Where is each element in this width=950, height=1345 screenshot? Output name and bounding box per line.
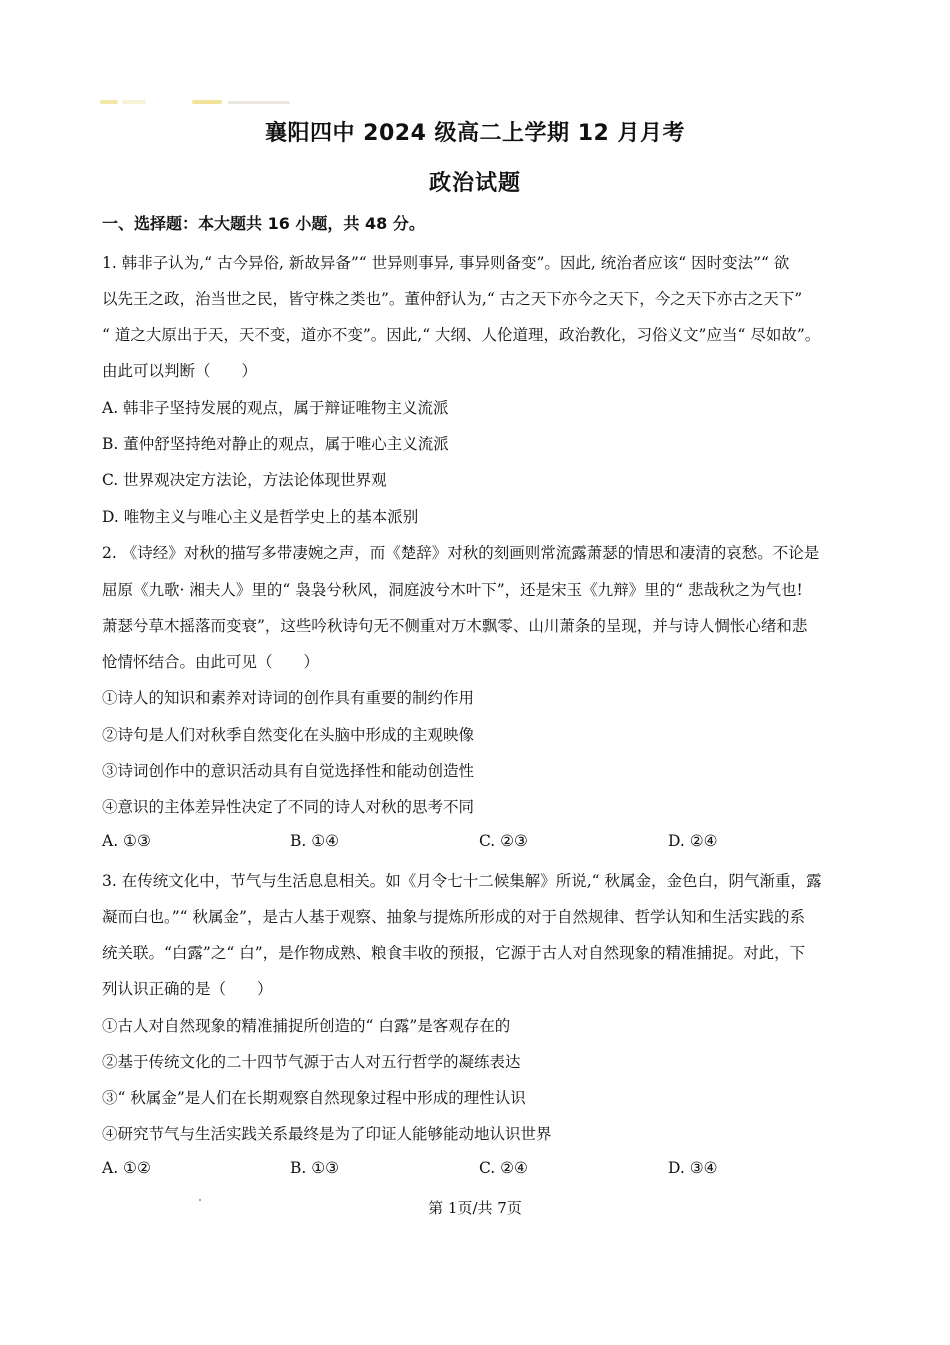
q1-option-a: A. 韩非子坚持发展的观点，属于辩证唯物主义流派: [102, 399, 449, 417]
q1-option-c: C. 世界观决定方法论，方法论体现世界观: [102, 471, 387, 489]
q2-line-4: 怆情怀结合。由此可见（ ）: [102, 653, 320, 671]
q1-line-1: 1. 韩非子认为,“ 古今异俗, 新故异备”“ 世异则事异, 事异则备变”。因此, 统治者应该“ 因时变法”“ 欲: [102, 254, 790, 272]
q1-line-4: 由此可以判断（ ）: [102, 362, 258, 380]
section-heading: 一、选择题：本大题共 16 小题，共 48 分。: [102, 214, 425, 233]
exam-title: 襄阳四中 2024 级高二上学期 12 月月考: [265, 121, 685, 146]
q3-line-2: 凝而白也。”“ 秋属金”，是古人基于观察、抽象与提炼所形成的对于自然规律、哲学认知和生活实践的系: [102, 908, 805, 926]
q3-statement-4: ④研究节气与生活实践关系最终是为了印证人能够能动地认识世界: [102, 1125, 552, 1143]
q3-line-1: 3. 在传统文化中，节气与生活息息相关。如《月令七十二候集解》所说,“ 秋属金，金色白，阴气渐重，露: [102, 872, 822, 890]
q3-statement-3: ③“ 秋属金”是人们在长期观察自然现象过程中形成的理性认识: [102, 1089, 526, 1107]
scan-smudge: [100, 100, 295, 106]
q2-option-c: C. ②③: [479, 832, 528, 850]
q2-option-d: D. ②④: [668, 832, 718, 850]
q1-option-d: D. 唯物主义与唯心主义是哲学史上的基本派别: [102, 508, 419, 526]
q2-line-1: 2. 《诗经》对秋的描写多带凄婉之声，而《楚辞》对秋的刻画则常流露萧瑟的情思和凄清的哀愁。不论是: [102, 544, 820, 562]
q1-line-3: “ 道之大原出于天，天不变，道亦不变”。因此,“ 大纲、人伦道理，政治教化，习俗义文”应当“ 尽如故”。: [102, 326, 821, 344]
q2-line-3: 萧瑟兮草木摇落而变衰”，这些吟秋诗句无不侧重对万木飘零、山川萧条的呈现，并与诗人惆怅心绪和悲: [102, 617, 808, 635]
q1-option-b: B. 董仲舒坚持绝对静止的观点，属于唯心主义流派: [102, 435, 449, 453]
q3-options: [102, 1159, 862, 1183]
q3-option-d: D. ③④: [668, 1159, 718, 1177]
page-footer: 第 1页/共 7页: [428, 1199, 522, 1217]
q2-statement-3: ③诗词创作中的意识活动具有自觉选择性和能动创造性: [102, 762, 475, 780]
exam-subject: 政治试题: [428, 171, 521, 196]
q3-statement-2: ②基于传统文化的二十四节气源于古人对五行哲学的凝练表达: [102, 1053, 521, 1071]
q3-option-c: C. ②④: [479, 1159, 528, 1177]
q1-line-2: 以先王之政，治当世之民，皆守株之类也”。董仲舒认为,“ 古之天下亦今之天下，今之天下亦古之天下”: [102, 290, 803, 308]
q2-option-a: A. ①③: [102, 832, 151, 850]
q2-options: [102, 832, 862, 856]
q3-statement-1: ①古人对自然现象的精准捕捉所创造的“ 白露”是客观存在的: [102, 1017, 511, 1035]
q3-line-3: 统关联。“白露”之“ 白”，是作物成熟、粮食丰收的预报，它源于古人对自然现象的精准捕捉。对此，下: [102, 944, 806, 962]
q2-statement-2: ②诗句是人们对秋季自然变化在头脑中形成的主观映像: [102, 726, 475, 744]
q3-option-a: A. ①②: [102, 1159, 151, 1177]
q3-option-b: B. ①③: [290, 1159, 340, 1177]
q2-statement-4: ④意识的主体差异性决定了不同的诗人对秋的思考不同: [102, 798, 475, 816]
q2-option-b: B. ①④: [290, 832, 340, 850]
q3-line-4: 列认识正确的是（ ）: [102, 980, 273, 998]
q2-line-2: 屈原《九歌· 湘夫人》里的“ 袅袅兮秋风，洞庭波兮木叶下”，还是宋玉《九辩》里的“ 悲哉秋之为气也!: [102, 581, 803, 599]
q2-statement-1: ①诗人的知识和素养对诗词的创作具有重要的制约作用: [102, 689, 475, 707]
